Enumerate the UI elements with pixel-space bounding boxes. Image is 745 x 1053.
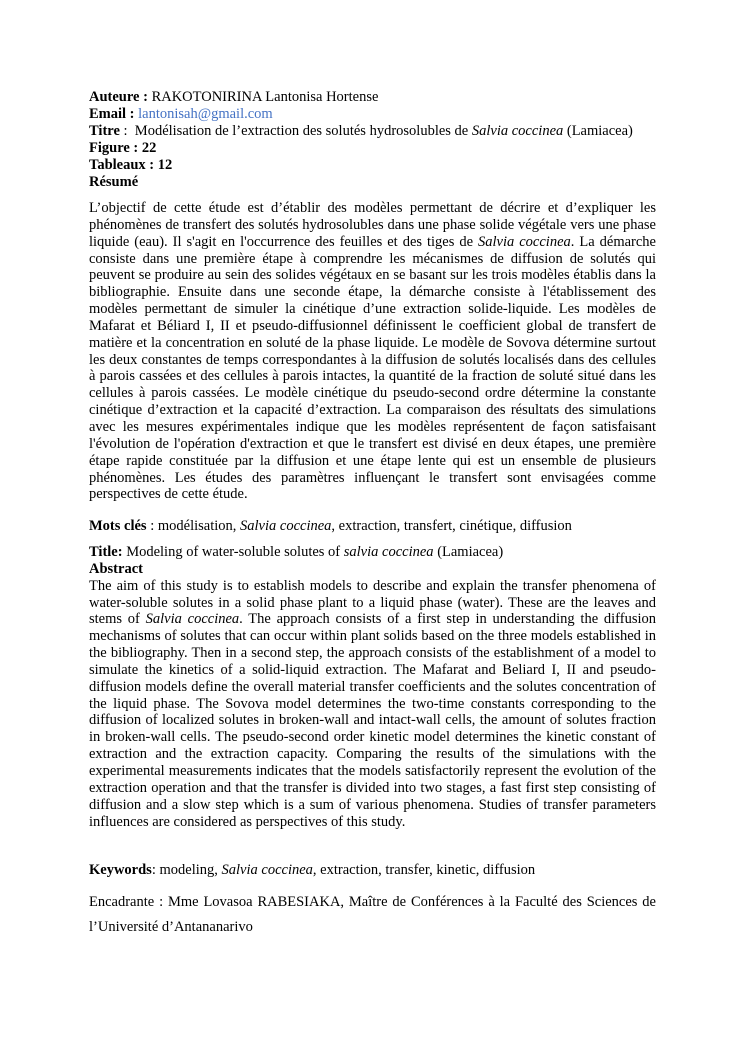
title-suffix: (Lamiacea)	[563, 123, 633, 139]
email-line	[89, 106, 659, 123]
title-label: Titre	[89, 123, 120, 139]
author-line	[89, 89, 659, 106]
mots-cles-label: Mots clés	[89, 518, 147, 534]
supervisor-line	[89, 890, 656, 940]
mots-cles-pre: : modélisation,	[146, 518, 241, 534]
resume-text-1: L’objectif de cette étude est d’établir des modèles permettant de décrire et d’expliquer les phénomènes de transfert des solutés hydrosolubles dans une phase solide végétale vers une phase liquide (eau). Il s'agit en l'occurrence des feuilles et des tiges de	[89, 200, 656, 250]
abstract-species: Salvia coccinea	[145, 611, 240, 628]
table-count: Tableaux : 12	[89, 157, 173, 173]
figure-count: Figure : 22	[89, 140, 157, 156]
supervisor-text: Encadrante : Mme Lovasoa RABESIAKA, Maître de Conférences à la Faculté des Sciences de l’Université d’Antananarivo	[89, 894, 656, 935]
keywords-post: , extraction, transfer, kinetic, diffusion	[312, 862, 536, 878]
resume-heading: Résumé	[89, 174, 139, 190]
keywords-label: Keywords	[89, 862, 152, 878]
english-title-species: salvia coccinea	[343, 544, 434, 560]
title-prefix: Modélisation de l’extraction des solutés hydrosolubles de	[134, 123, 472, 139]
abstract-paragraph	[89, 578, 656, 831]
keywords-line	[89, 862, 656, 879]
abstract-text-2: . The approach consists of a first step in understanding the diffusion mechanisms of solutes that can occur within plant solids based on the three models established in the bibliography. Then in a second step, the approach consists of the establishment of a model to simulate the kinetics of a solid-liquid extraction. The Mafarat and Beliard I, II and pseudo-diffusion models define the overall material transfer coefficients and the solutes concentration of the liquid phase. The Sovova model determines the two-time constants corresponding to the diffusion of localized solutes in broken-wall and intact-wall cells, the amount of solutes fraction in broken-wall cells. The pseudo-second order kinetic model determines the kinetic constant of extraction and the extraction capacity. Comparing the results of the simulations with the experimental measurements indicates that the models satisfactorily represent the evolution of the extraction operation and that the transfer is divided into two stages, a fast first step consisting of diffusion and a slow step which is a sum of various phenomena. Studies of transfer parameters influences are considered as perspectives of this study.	[89, 611, 656, 830]
resume-text-2: . La démarche consiste dans une première étape à comprendre les mécanismes de diffusion de solutés qui peuvent se produire au sein des solides végétaux en se basant sur les trois modèles établis dans la bibliographie. Ensuite dans une seconde étape, la démarche consiste à l'établissement des modèles permettant de simuler la cinétique d’une extraction solide-liquide. Les modèles de Mafarat et Béliard I, II et pseudo-diffusionnel définissent le coefficient global de transfert de matière et la concentration en soluté de la phase liquide. Le modèle de Sovova détermine surtout les deux constantes de temps correspondantes à la diffusion de solutés localisés dans des cellules à parois cassées et des cellules à parois intactes, la quantité de la fraction de soluté situé dans les cellules à parois cassées. Le modèle cinétique du pseudo-second ordre détermine la constante cinétique d’extraction et la capacité d’extraction. La comparaison des résultats des simulations avec les mesures expérimentales indique que les modèles représentent de façon satisfaisant l'évolution de l'opération d'extraction et que le transfert est divisé en deux étapes, une première étape rapide constituée par la diffusion et une étape lente qui est un ensemble de plusieurs phénomènes. Les études des paramètres influençant le transfert sont envisagées comme perspectives de cette étude.	[89, 233, 656, 503]
abstract-heading: Abstract	[89, 560, 143, 577]
english-abstract	[89, 544, 656, 830]
abstract-text-1: The aim of this study is to establish models to describe and explain the transfer phenomena of water-soluble solutes in a solid phase plant to a liquid phase (water). These are the leaves and stems of	[89, 577, 656, 628]
title-line	[89, 123, 659, 140]
resume-species: Salvia coccinea	[478, 233, 571, 250]
mots-cles-post: , extraction, transfert, cinétique, diffusion	[331, 518, 572, 534]
resume-paragraph	[89, 200, 656, 503]
keywords-pre: : modeling,	[151, 862, 222, 878]
mots-cles-species: Salvia coccinea	[240, 518, 332, 534]
mots-cles-line	[89, 518, 656, 535]
author-name: RAKOTONIRINA Lantonisa Hortense	[151, 89, 379, 105]
english-title-suffix: (Lamiacea)	[433, 544, 504, 560]
english-title-label: Title:	[89, 544, 123, 560]
email-label: Email :	[89, 106, 135, 122]
author-label: Auteure :	[89, 89, 148, 105]
metadata-block	[89, 89, 659, 191]
title-separator: :	[119, 123, 135, 139]
title-species: Salvia coccinea	[471, 123, 564, 139]
keywords-species: Salvia coccinea	[221, 862, 313, 878]
english-title-line	[89, 544, 656, 561]
email-link[interactable]: lantonisah@gmail.com	[138, 106, 273, 122]
english-title-prefix: Modeling of water-soluble solutes of	[122, 544, 344, 560]
